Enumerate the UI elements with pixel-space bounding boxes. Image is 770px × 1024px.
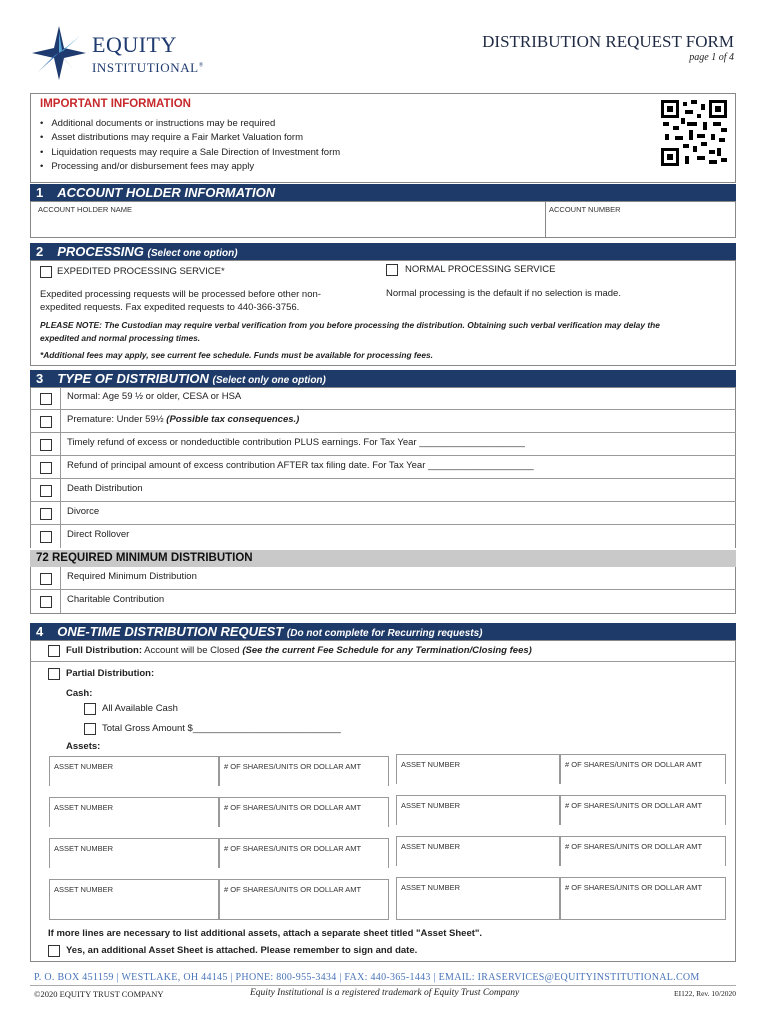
section-title: TYPE OF DISTRIBUTION <box>57 371 209 386</box>
section-number: 4 <box>36 624 44 639</box>
distribution-option-refund-principal[interactable]: Refund of principal amount of excess contribution AFTER tax filing date. For Tax Year ____________________ <box>30 456 736 479</box>
death-checkbox[interactable] <box>40 485 52 497</box>
company-logo <box>30 24 250 84</box>
shares-cell[interactable]: # OF SHARES/UNITS OR DOLLAR AMT <box>219 756 389 786</box>
processing-box <box>30 260 736 366</box>
section-2-header <box>30 243 736 260</box>
rmd-checkbox[interactable] <box>40 573 52 585</box>
timely-refund-checkbox[interactable] <box>40 439 52 451</box>
section-number: 3 <box>36 371 44 386</box>
distribution-option-charitable[interactable]: Charitable Contribution <box>30 590 736 613</box>
footer-trademark: Equity Institutional is a registered trademark of Equity Trust Company <box>250 988 520 998</box>
rollover-checkbox[interactable] <box>40 531 52 543</box>
section-subtitle: (Select only one option) <box>212 375 326 386</box>
total-gross-amount-field[interactable]: $____________________________ <box>187 723 341 734</box>
asset-number-cell[interactable]: ASSET NUMBER <box>396 836 560 866</box>
footer-form-id: EI122, Rev. 10/2020 <box>673 989 736 998</box>
section-1-header <box>30 184 736 201</box>
normal-checkbox[interactable] <box>40 393 52 405</box>
page-number: page 1 of 4 <box>689 52 734 63</box>
asset-sheet-label: Yes, an additional Asset Sheet is attached. Please remember to sign and date. <box>66 945 418 956</box>
full-distribution-label: Full Distribution: Account will be Closed (See the current Fee Schedule for any Termination/Closing fees) <box>66 645 532 656</box>
normal-label: NORMAL PROCESSING SERVICE <box>405 264 556 275</box>
account-holder-name-label: ACCOUNT HOLDER NAME <box>38 205 133 214</box>
asset-number-cell[interactable]: ASSET NUMBER <box>396 795 560 825</box>
premature-checkbox[interactable] <box>40 416 52 428</box>
rmd-header: 72 REQUIRED MINIMUM DISTRIBUTION <box>30 550 736 567</box>
assets-label: Assets: <box>66 741 101 752</box>
partial-distribution-checkbox[interactable] <box>48 668 60 680</box>
total-gross-label: Total Gross Amount $____________________________ <box>102 723 341 734</box>
expedited-label: EXPEDITED PROCESSING SERVICE* <box>57 266 225 277</box>
shares-cell[interactable]: # OF SHARES/UNITS OR DOLLAR AMT <box>560 877 726 920</box>
logo-word-institutional: INSTITUTIONAL® <box>92 60 204 75</box>
charitable-checkbox[interactable] <box>40 596 52 608</box>
shares-cell[interactable]: # OF SHARES/UNITS OR DOLLAR AMT <box>560 795 726 825</box>
account-holder-name-field[interactable] <box>38 214 543 236</box>
form-title: DISTRIBUTION REQUEST FORM <box>482 32 734 51</box>
normal-description: Normal processing is the default if no selection is made. <box>386 288 621 299</box>
distribution-option-premature[interactable]: Premature: Under 59½ (Possible tax consequences.) <box>30 410 736 433</box>
section-number: 2 <box>36 244 44 259</box>
footer-contact: P. O. BOX 451159 | WESTLAKE, OH 44145 | PHONE: 800-955-3434 | FAX: 440-365-1443 | EMAIL: IRASERVICES@EQUITYINSTITUTIONAL.COM <box>34 972 700 983</box>
important-info-list <box>40 117 340 174</box>
all-cash-label: All Available Cash <box>102 703 178 714</box>
account-number-field[interactable] <box>549 214 729 236</box>
list-item: • Additional documents or instructions may be required <box>40 117 340 131</box>
asset-number-cell[interactable]: ASSET NUMBER <box>396 877 560 920</box>
all-cash-checkbox[interactable] <box>84 703 96 715</box>
shares-cell[interactable]: # OF SHARES/UNITS OR DOLLAR AMT <box>560 754 726 784</box>
footer-copyright: ©2020 EQUITY TRUST COMPANY <box>34 989 164 999</box>
section-number: 1 <box>36 185 44 200</box>
asset-table-right <box>396 754 726 920</box>
full-distribution-checkbox[interactable] <box>48 645 60 657</box>
section-subtitle: (Do not complete for Recurring requests) <box>286 628 483 639</box>
section-title: ACCOUNT HOLDER INFORMATION <box>57 185 276 200</box>
distribution-option-death[interactable]: Death Distribution <box>30 479 736 502</box>
shares-cell[interactable]: # OF SHARES/UNITS OR DOLLAR AMT <box>219 838 389 868</box>
divorce-checkbox[interactable] <box>40 508 52 520</box>
distribution-option-timely-refund[interactable]: Timely refund of excess or nondeductible contribution PLUS earnings. For Tax Year ____________________ <box>30 433 736 456</box>
expedited-checkbox[interactable] <box>40 266 52 278</box>
fee-note: *Additional fees may apply, see current fee schedule. Funds must be available for processing fees. <box>40 350 433 360</box>
section-title: ONE-TIME DISTRIBUTION REQUEST <box>57 624 284 639</box>
cash-label: Cash: <box>66 688 93 699</box>
list-item: • Liquidation requests may require a Sale Direction of Investment form <box>40 146 340 160</box>
list-item: • Asset distributions may require a Fair Market Valuation form <box>40 131 340 145</box>
asset-number-cell[interactable]: ASSET NUMBER <box>49 797 219 827</box>
distribution-option-rmd[interactable]: Required Minimum Distribution <box>30 567 736 590</box>
distribution-option-divorce[interactable]: Divorce <box>30 502 736 525</box>
logo-word-equity: EQUITY <box>92 32 177 57</box>
distribution-option-rollover[interactable]: Direct Rollover <box>30 525 736 548</box>
shares-cell[interactable]: # OF SHARES/UNITS OR DOLLAR AMT <box>560 836 726 866</box>
asset-number-cell[interactable]: ASSET NUMBER <box>49 838 219 868</box>
asset-number-cell[interactable]: ASSET NUMBER <box>49 879 219 920</box>
refund-principal-checkbox[interactable] <box>40 462 52 474</box>
section-title: PROCESSING <box>57 244 144 259</box>
expedited-description: Expedited processing requests will be processed before other non- expedited requests. Fax expedited requests to 440-366-3756. <box>40 289 321 313</box>
important-info-title: IMPORTANT INFORMATION <box>40 98 191 110</box>
normal-checkbox[interactable] <box>386 264 398 276</box>
shares-cell[interactable]: # OF SHARES/UNITS OR DOLLAR AMT <box>219 879 389 920</box>
asset-number-cell[interactable]: ASSET NUMBER <box>396 754 560 784</box>
shares-cell[interactable]: # OF SHARES/UNITS OR DOLLAR AMT <box>219 797 389 827</box>
distribution-option-normal[interactable]: Normal: Age 59 ½ or older, CESA or HSA <box>30 387 736 410</box>
section-subtitle: (Select one option) <box>147 248 238 259</box>
total-gross-checkbox[interactable] <box>84 723 96 735</box>
qr-code-icon <box>661 100 727 166</box>
list-item: • Processing and/or disbursement fees may apply <box>40 160 340 174</box>
section-4-header <box>30 623 736 640</box>
star-logo-icon <box>30 24 88 82</box>
footer-divider <box>30 985 736 986</box>
asset-number-cell[interactable]: ASSET NUMBER <box>49 756 219 786</box>
account-holder-box <box>30 201 736 238</box>
asset-sheet-checkbox[interactable] <box>48 945 60 957</box>
partial-distribution-label: Partial Distribution: <box>66 668 155 679</box>
asset-table-left <box>49 756 389 920</box>
verification-note: PLEASE NOTE: The Custodian may require verbal verification from you before processing the distribution. Obtaining such verbal verification may delay the expedited and normal processing times. <box>40 320 660 343</box>
additional-assets-note: If more lines are necessary to list additional assets, attach a separate sheet titled "Asset Sheet". <box>48 928 483 939</box>
account-number-label: ACCOUNT NUMBER <box>549 205 621 214</box>
divider <box>545 202 546 237</box>
section-3-header <box>30 370 736 387</box>
important-info-box <box>30 93 736 183</box>
